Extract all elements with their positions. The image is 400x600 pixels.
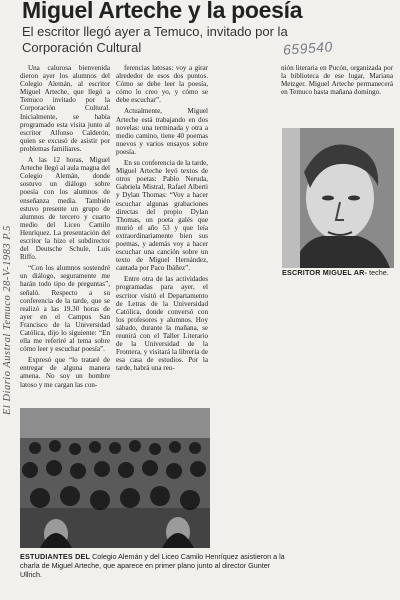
handwritten-source-note: El Diario Austral Temuco 28-V-1983 P.5 [2, 225, 13, 415]
caption-lead: ESTUDIANTES DEL [20, 552, 91, 561]
caption-text: Colegio Alemán y del Liceo Camilo Henríquez asistieron a la charla de Miguel Arteche, que aparece en primer plano junto al director Gunter Ullrich. [20, 552, 285, 579]
paragraph: Entre otra de las actividades programadas para ayer, el escritor visitó el Departamento de Letras de la Universidad Católica, donde conversó con los profesores y alumnos. Hoy sábado, durante la mañana, se reunirá con el Taller Literario de la Universidad de la Frontera, y visitará la librería de esa casa de estudios. Por la tarde, habrá una reu- [116, 275, 208, 373]
archive-stamp: 659540 [282, 38, 334, 58]
audience-image [20, 408, 210, 548]
paragraph: A las 12 horas, Miguel Arteche llegó al aula magna del Colegio Alemán, donde sostuvo un diálogo sobre poesía con los alumnos de enseñanza media. También estuvo presente un grupo de alumnos de tercero y cuarto medio del Liceo Camilo Henríquez. La presentación del escritor la hizo el subdirector del Deutsche Schule, Luis Riffo. [20, 156, 110, 262]
article-column-3 [281, 64, 393, 126]
article-column-2 [116, 64, 208, 404]
caption-text: teche. [369, 268, 389, 277]
paragraph: “Con los alumnos sostendré un diálogo, seguramente me harán todo tipo de preguntas”, señaló. Respecto a su conferencia de la tarde, que se realizó a las 19.30 horas de ayer en el Campus San Francisco de la Universidad Católica, dijo lo siguiente: “En ella me referiré al tema sobre cómo leer y escuchar poesía”. [20, 264, 110, 354]
paragraph: Actualmente, Miguel Arteche está trabajando en dos novelas: una terminada y otra a medio camino, tiene 40 poemas nuevos y varios ensayos sobre poesía. [116, 107, 208, 156]
paragraph: En su conferencia de la tarde, Miguel Arteche leyó textos de otros poetas: Pablo Neruda, Gabriela Mistral, Rafael Alberti y Dylan Thomas: “Voy a hacer escuchar algunas grabaciones directas del propio Dylan Thomas, un poeta galés que murió el año 53 y que leía extraordinariamente bien sus poemas, y además voy a hacer escuchar una canción sobre un texto de Miguel Hernández, cantada por Paco Ibáñez”. [116, 159, 208, 273]
article-subhead: El escritor llegó ayer a Temuco, invitado por la Corporación Cultural [22, 24, 288, 55]
article-headline: Miguel Arteche y la poesía [22, 0, 303, 23]
portrait-caption [282, 268, 394, 277]
caption-lead: ESCRITOR MIGUEL AR- [282, 268, 368, 277]
paragraph: nión literaria en Pucón, organizada por la biblioteca de ese lugar, Mariana Metzger. Miguel Arteche permanecerá en Temuco hasta mañana domingo. [281, 64, 393, 97]
audience-caption [20, 552, 288, 579]
article-column-1 [20, 64, 110, 404]
portrait-image [282, 128, 394, 268]
paragraph: ferencias latosas: voy a girar alrededor de esos dos puntos. Cómo se debe leer la poesía, cómo lo creo yo, y cómo se debe escuchar”. [116, 64, 208, 105]
paragraph: Una calurosa bienvenida dieron ayer los alumnos del Colegio Alemán, al escritor Miguel Arteche, que llegó a Temuco invitado por la Corporación Cultural. Inicialmente, se había programado esta visita junto al escritor Alfonso Calderón, quien se excusó de asistir por problemas familiares. [20, 64, 110, 153]
audience-photo [20, 408, 210, 548]
portrait-photo [282, 128, 394, 268]
paragraph: Expresó que “lo trataré de entregar de alguna manera amena. No soy un hombre latoso y me cargan las con- [20, 356, 110, 389]
